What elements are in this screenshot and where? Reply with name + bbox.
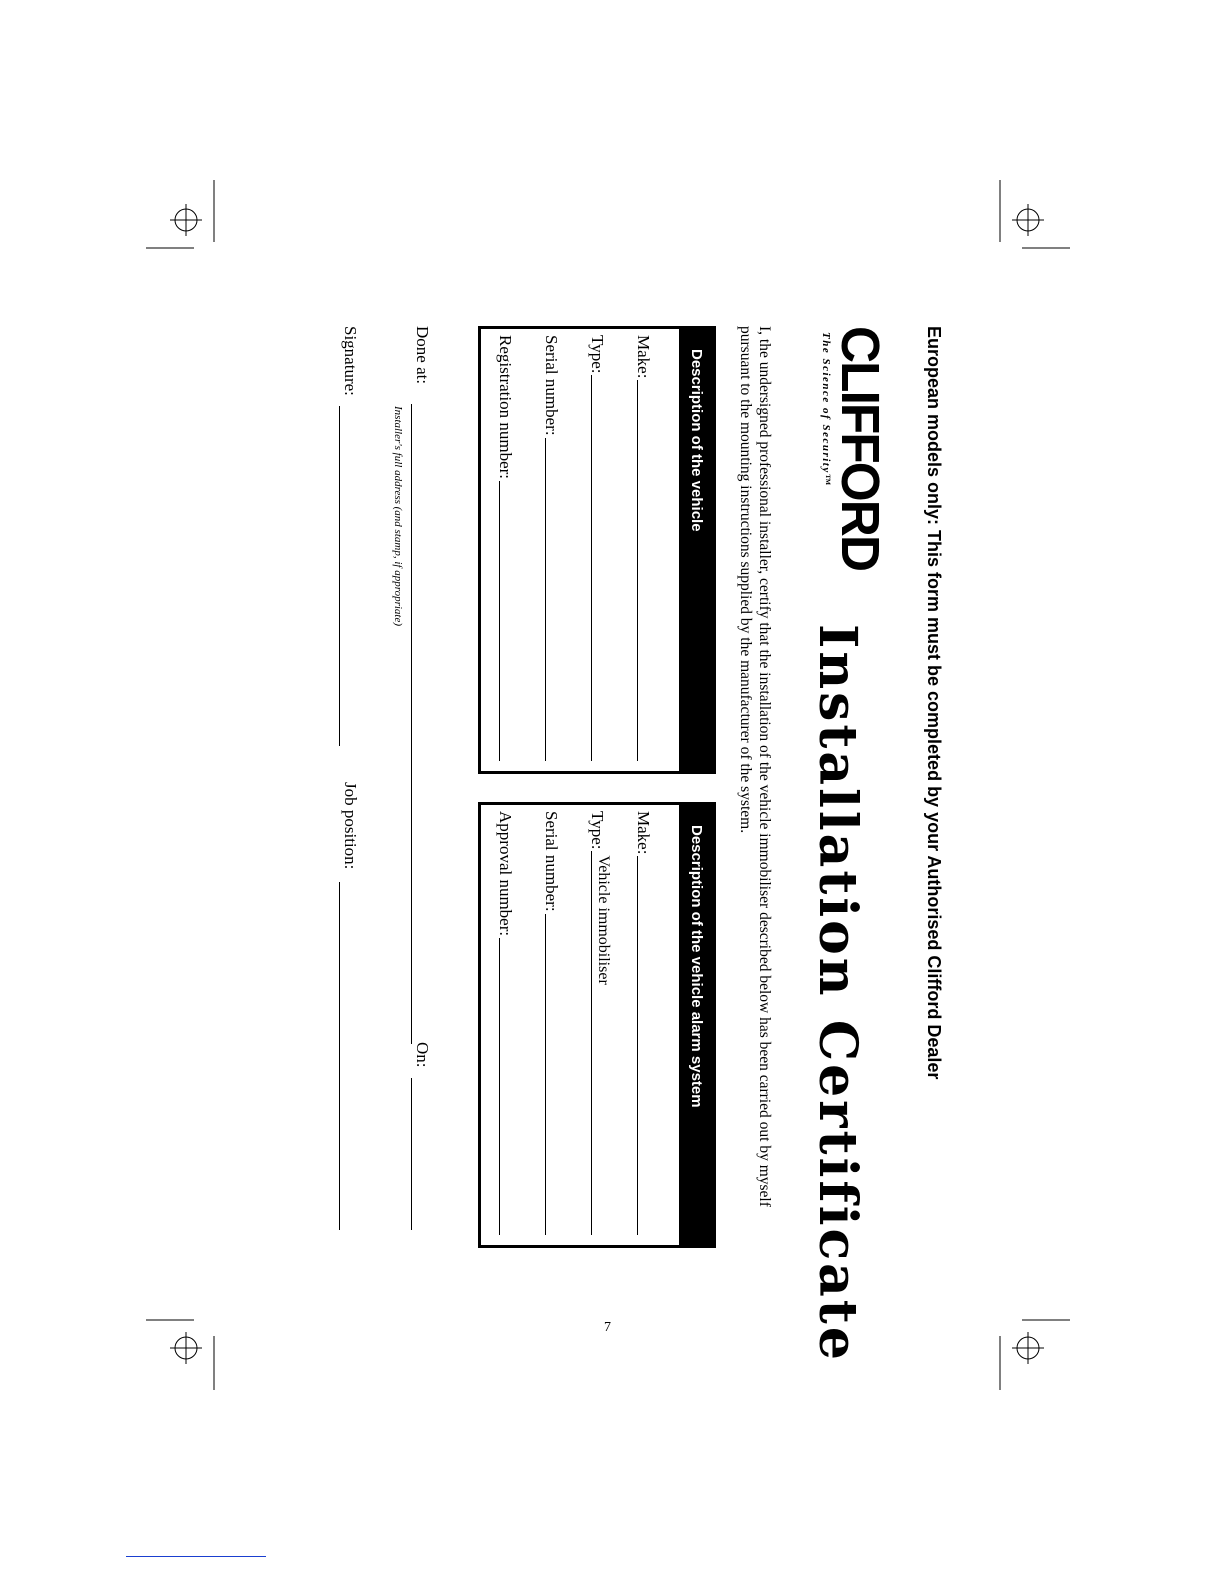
- installation-certificate-form: [224, 326, 944, 1363]
- field-label: Type:: [588, 811, 607, 850]
- field-label: Approval number:: [496, 811, 515, 937]
- alarm-system-panel: [478, 802, 716, 1248]
- registration-mark-top-right-icon: [988, 180, 1078, 270]
- alarm-approval-field[interactable]: [499, 938, 520, 1235]
- vehicle-make-row: [633, 329, 679, 771]
- field-label: Make:: [634, 811, 653, 855]
- on-label: On:: [413, 1042, 432, 1068]
- done-at-row: [404, 326, 432, 1246]
- bottom-link-line[interactable]: [126, 1556, 266, 1557]
- signature-label: Signature:: [341, 326, 360, 396]
- field-label: Serial number:: [542, 811, 561, 912]
- alarm-type-row: [587, 805, 633, 1245]
- signature-field[interactable]: [339, 406, 340, 746]
- field-label: Make:: [634, 335, 653, 379]
- on-date-field[interactable]: [411, 1078, 412, 1230]
- eu-notice: European models only: This form must be completed by your Authorised Clifford Dealer: [924, 326, 944, 1080]
- vehicle-make-field[interactable]: [637, 380, 658, 761]
- vehicle-description-panel: [478, 326, 716, 774]
- done-at-hint: Installer's full address (and stamp, if appropriate): [392, 406, 404, 627]
- field-label: Registration number:: [496, 335, 515, 480]
- alarm-make-row: [633, 805, 679, 1245]
- installer-statement: I, the undersigned professional installer, certify that the installation of the vehicle immobiliser described below has been carried out by myself pursuant to the mounting instructions supplied by the manufacturer of the system.: [737, 326, 773, 1207]
- logo-wordmark: CLIFFORD: [830, 326, 890, 571]
- done-at-label: Done at:: [413, 326, 432, 385]
- alarm-serial-row: [541, 805, 587, 1245]
- vehicle-serial-row: [541, 329, 587, 771]
- vehicle-panel-heading: Description of the vehicle: [679, 329, 713, 771]
- vehicle-registration-field[interactable]: [499, 481, 520, 761]
- field-label: Type:: [588, 335, 607, 374]
- vehicle-type-row: [587, 329, 633, 771]
- alarm-serial-field[interactable]: [545, 914, 566, 1235]
- certificate-title: Installation Certificate: [807, 624, 868, 1363]
- alarm-type-field[interactable]: Vehicle immobiliser: [591, 851, 612, 1235]
- logo-tagline: The Science of Security™: [820, 332, 832, 487]
- vehicle-serial-field[interactable]: [545, 438, 566, 761]
- alarm-make-field[interactable]: [637, 856, 658, 1235]
- registration-mark-bottom-right-icon: [988, 1308, 1078, 1398]
- registration-mark-top-left-icon: [146, 180, 236, 270]
- signature-row: [332, 326, 360, 1246]
- registration-mark-bottom-left-icon: [146, 1308, 236, 1398]
- page-number: 7: [604, 1320, 611, 1335]
- job-position-field[interactable]: [339, 882, 340, 1230]
- field-label: Serial number:: [542, 335, 561, 436]
- vehicle-registration-row: [495, 329, 541, 771]
- alarm-panel-heading: Description of the vehicle alarm system: [679, 805, 713, 1245]
- done-at-field[interactable]: [411, 404, 412, 1044]
- vehicle-type-field[interactable]: [591, 375, 612, 761]
- clifford-logo: [804, 326, 890, 571]
- alarm-approval-row: [495, 805, 541, 1245]
- job-position-label: Job position:: [341, 782, 360, 870]
